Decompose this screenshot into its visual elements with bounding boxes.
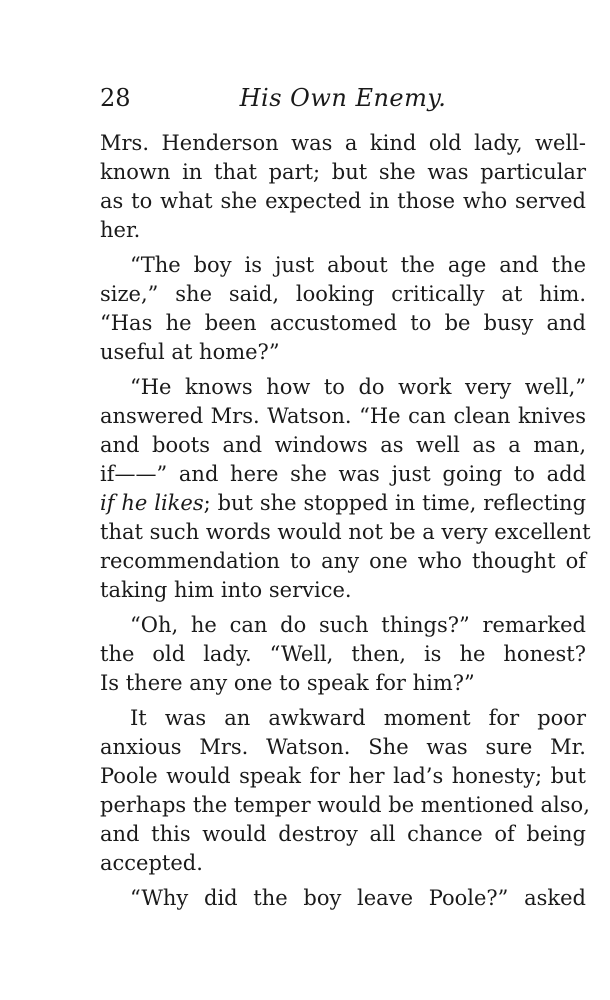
text-line: size,” she said, looking critically at him. xyxy=(100,282,586,306)
text-line: Mrs. Henderson was a kind old lady, well- xyxy=(100,131,586,155)
text-line: accepted. xyxy=(100,851,203,875)
text-line: “Oh, he can do such things?” remarked xyxy=(130,613,586,637)
text-line: and this would destroy all chance of being xyxy=(100,822,586,846)
italic-phrase: if he likes xyxy=(100,491,204,515)
text-line xyxy=(100,489,586,518)
text-line: if——” and here she was just going to add xyxy=(100,462,586,486)
text-line: and boots and windows as well as a man, xyxy=(100,433,586,457)
text-run: ; but she stopped in time, reflecting xyxy=(203,491,587,515)
text-line: “The boy is just about the age and the xyxy=(130,253,586,277)
text-line: answered Mrs. Watson. “He can clean knives xyxy=(100,404,586,428)
text-line: that such words would not be a very excellent xyxy=(100,520,591,544)
page-number: 28 xyxy=(100,84,131,112)
text-line: anxious Mrs. Watson. She was sure Mr. xyxy=(100,735,586,759)
page-header xyxy=(100,84,586,120)
body-text xyxy=(100,129,591,913)
text-line: her. xyxy=(100,218,141,242)
text-line: recommendation to any one who thought of xyxy=(100,549,586,573)
running-title: His Own Enemy. xyxy=(239,84,447,112)
text-line: the old lady. “Well, then, is he honest? xyxy=(100,642,586,666)
text-line: taking him into service. xyxy=(100,578,352,602)
text-line: useful at home?” xyxy=(100,340,280,364)
text-line: perhaps the temper would be mentioned also, xyxy=(100,793,590,817)
text-line: “Why did the boy leave Poole?” asked xyxy=(130,886,586,910)
text-line: known in that part; but she was particular xyxy=(100,160,586,184)
text-line: Poole would speak for her lad’s honesty; but xyxy=(100,764,586,788)
text-line: “He knows how to do work very well,” xyxy=(130,375,586,399)
text-line: as to what she expected in those who served xyxy=(100,189,586,213)
text-line: It was an awkward moment for poor xyxy=(130,706,586,730)
text-line: Is there any one to speak for him?” xyxy=(100,671,475,695)
text-line: “Has he been accustomed to be busy and xyxy=(100,311,586,335)
